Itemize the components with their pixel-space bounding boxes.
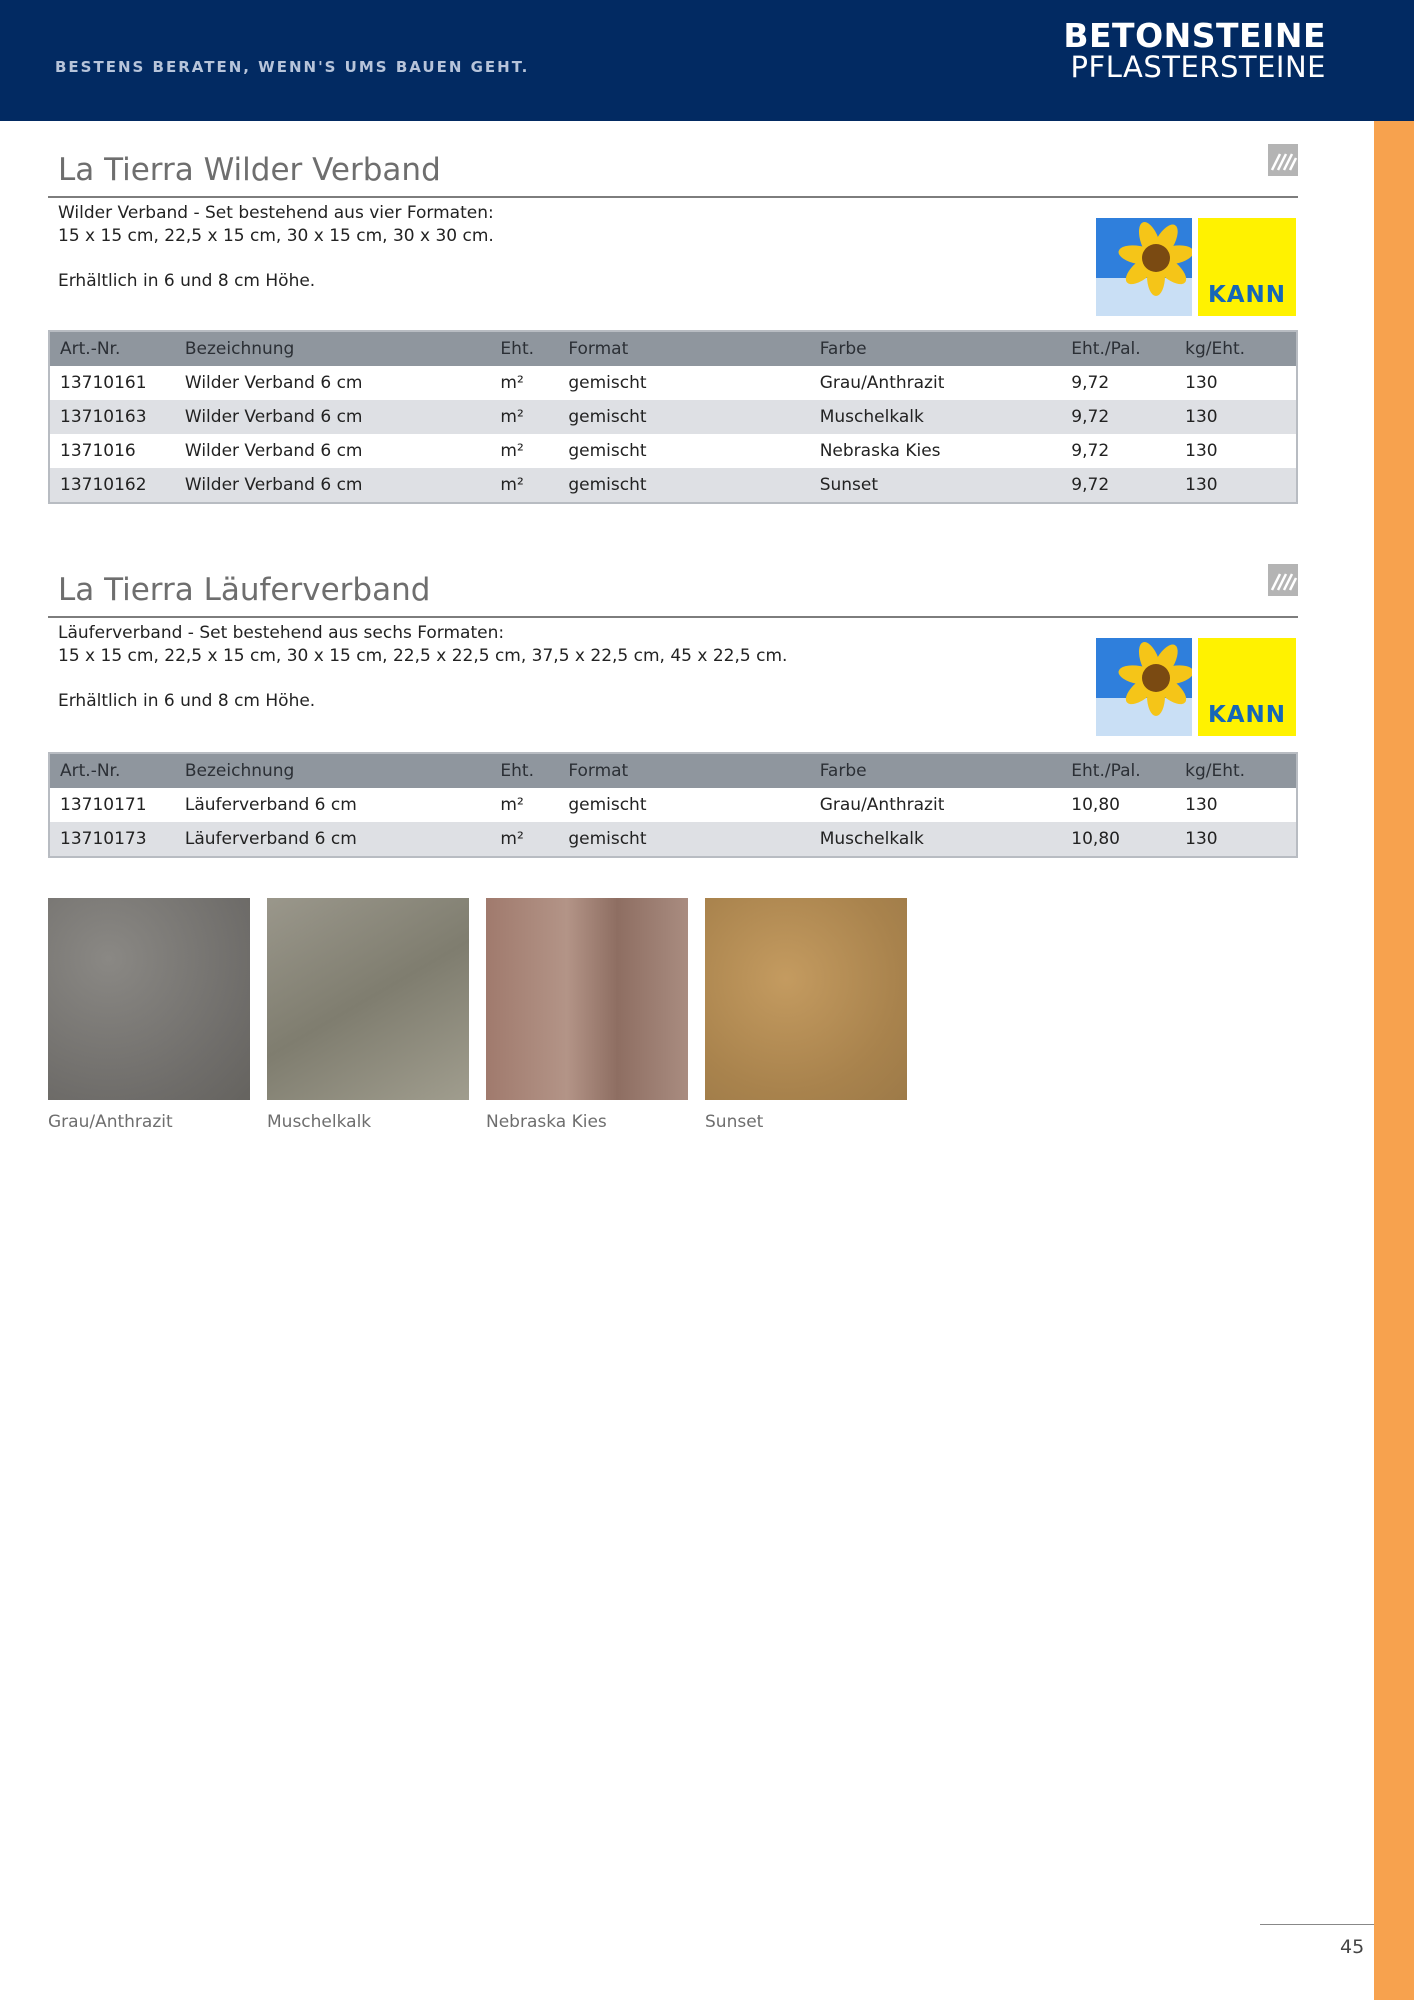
farbe: Sunset bbox=[810, 468, 1062, 503]
einheit: m² bbox=[490, 468, 558, 503]
eht-pal: 9,72 bbox=[1061, 366, 1175, 400]
color-swatch-sunset bbox=[705, 898, 907, 1132]
swatch-tile bbox=[486, 898, 688, 1100]
title-divider bbox=[48, 616, 1298, 618]
table-row bbox=[49, 822, 1297, 857]
swatch-label: Muschelkalk bbox=[267, 1112, 372, 1132]
subcategory-title: PFLASTERSTEINE bbox=[1070, 50, 1326, 84]
table-row bbox=[49, 366, 1297, 400]
column-header: Bezeichnung bbox=[175, 331, 491, 366]
color-swatch-nebraska-kies bbox=[486, 898, 688, 1132]
column-header: kg/Eht. bbox=[1175, 753, 1297, 788]
kann-logo bbox=[1096, 638, 1296, 736]
swatch-label: Nebraska Kies bbox=[486, 1112, 607, 1132]
format: gemischt bbox=[558, 366, 809, 400]
table-row bbox=[49, 434, 1297, 468]
column-header: Eht./Pal. bbox=[1061, 753, 1175, 788]
description-line: 15 x 15 cm, 22,5 x 15 cm, 30 x 15 cm, 22,5 x 22,5 cm, 37,5 x 22,5 cm, 45 x 22,5 cm. bbox=[58, 646, 788, 666]
footer-divider bbox=[1260, 1924, 1374, 1925]
eht-pal: 10,80 bbox=[1061, 822, 1175, 857]
format: gemischt bbox=[558, 468, 809, 503]
sunflower-logo-icon bbox=[1096, 218, 1192, 316]
column-header: kg/Eht. bbox=[1175, 331, 1297, 366]
table-header-row bbox=[49, 331, 1297, 366]
product-table bbox=[48, 752, 1298, 858]
art-nr: 13710161 bbox=[49, 366, 175, 400]
column-header: Art.-Nr. bbox=[49, 753, 175, 788]
product-table bbox=[48, 330, 1298, 504]
format: gemischt bbox=[558, 434, 809, 468]
column-header: Format bbox=[558, 331, 809, 366]
bezeichnung: Wilder Verband 6 cm bbox=[175, 400, 491, 434]
kg-eht: 130 bbox=[1175, 788, 1297, 822]
kg-eht: 130 bbox=[1175, 434, 1297, 468]
kg-eht: 130 bbox=[1175, 400, 1297, 434]
kg-eht: 130 bbox=[1175, 366, 1297, 400]
farbe: Muschelkalk bbox=[810, 822, 1062, 857]
format: gemischt bbox=[558, 788, 809, 822]
swatch-label: Sunset bbox=[705, 1112, 764, 1132]
kg-eht: 130 bbox=[1175, 468, 1297, 503]
section-title: La Tierra Wilder Verband bbox=[58, 152, 441, 188]
art-nr: 1371016 bbox=[49, 434, 175, 468]
kann-brand-box bbox=[1198, 638, 1296, 736]
eht-pal: 9,72 bbox=[1061, 400, 1175, 434]
bezeichnung: Wilder Verband 6 cm bbox=[175, 434, 491, 468]
art-nr: 13710163 bbox=[49, 400, 175, 434]
farbe: Grau/Anthrazit bbox=[810, 788, 1062, 822]
column-header: Eht. bbox=[490, 331, 558, 366]
art-nr: 13710162 bbox=[49, 468, 175, 503]
bezeichnung: Wilder Verband 6 cm bbox=[175, 366, 491, 400]
kg-eht: 130 bbox=[1175, 822, 1297, 857]
swatch-tile bbox=[705, 898, 907, 1100]
description-line: 15 x 15 cm, 22,5 x 15 cm, 30 x 15 cm, 30 x 30 cm. bbox=[58, 226, 494, 246]
bezeichnung: Läuferverband 6 cm bbox=[175, 788, 491, 822]
page-header bbox=[0, 0, 1414, 121]
swatch-label: Grau/Anthrazit bbox=[48, 1112, 173, 1132]
art-nr: 13710173 bbox=[49, 822, 175, 857]
height-availability: Erhältlich in 6 und 8 cm Höhe. bbox=[58, 691, 316, 711]
art-nr: 13710171 bbox=[49, 788, 175, 822]
einheit: m² bbox=[490, 366, 558, 400]
column-header: Eht. bbox=[490, 753, 558, 788]
description-line: Läuferverband - Set bestehend aus sechs Formaten: bbox=[58, 623, 505, 643]
table-row bbox=[49, 788, 1297, 822]
table-row bbox=[49, 468, 1297, 503]
kann-wordmark: KANN bbox=[1207, 702, 1287, 728]
column-header: Format bbox=[558, 753, 809, 788]
page-number: 45 bbox=[1340, 1936, 1365, 1958]
swatch-tile bbox=[267, 898, 469, 1100]
color-swatch-grau-anthrazit bbox=[48, 898, 250, 1132]
kann-wordmark: KANN bbox=[1207, 282, 1287, 308]
product-description bbox=[58, 622, 787, 713]
title-divider bbox=[48, 196, 1298, 198]
table-header-row bbox=[49, 753, 1297, 788]
farbe: Muschelkalk bbox=[810, 400, 1062, 434]
einheit: m² bbox=[490, 822, 558, 857]
section-title: La Tierra Läuferverband bbox=[58, 572, 431, 608]
column-header: Art.-Nr. bbox=[49, 331, 175, 366]
height-availability: Erhältlich in 6 und 8 cm Höhe. bbox=[58, 271, 316, 291]
kann-brand-box bbox=[1198, 218, 1296, 316]
table-row bbox=[49, 400, 1297, 434]
hatch-pattern-icon bbox=[1268, 144, 1298, 176]
eht-pal: 10,80 bbox=[1061, 788, 1175, 822]
einheit: m² bbox=[490, 400, 558, 434]
sunflower-logo-icon bbox=[1096, 638, 1192, 736]
product-description bbox=[58, 202, 494, 293]
category-title: BETONSTEINE bbox=[1063, 16, 1326, 55]
column-header: Farbe bbox=[810, 331, 1062, 366]
hatch-pattern-icon bbox=[1268, 564, 1298, 596]
einheit: m² bbox=[490, 434, 558, 468]
farbe: Grau/Anthrazit bbox=[810, 366, 1062, 400]
format: gemischt bbox=[558, 400, 809, 434]
eht-pal: 9,72 bbox=[1061, 434, 1175, 468]
column-header: Farbe bbox=[810, 753, 1062, 788]
description-line: Wilder Verband - Set bestehend aus vier Formaten: bbox=[58, 203, 494, 223]
side-color-bar bbox=[1374, 121, 1414, 2000]
farbe: Nebraska Kies bbox=[810, 434, 1062, 468]
einheit: m² bbox=[490, 788, 558, 822]
header-slogan: BESTENS BERATEN, WENN'S UMS BAUEN GEHT. bbox=[55, 58, 530, 76]
column-header: Bezeichnung bbox=[175, 753, 491, 788]
kann-logo bbox=[1096, 218, 1296, 316]
format: gemischt bbox=[558, 822, 809, 857]
eht-pal: 9,72 bbox=[1061, 468, 1175, 503]
swatch-tile bbox=[48, 898, 250, 1100]
bezeichnung: Läuferverband 6 cm bbox=[175, 822, 491, 857]
color-swatch-muschelkalk bbox=[267, 898, 469, 1132]
column-header: Eht./Pal. bbox=[1061, 331, 1175, 366]
bezeichnung: Wilder Verband 6 cm bbox=[175, 468, 491, 503]
